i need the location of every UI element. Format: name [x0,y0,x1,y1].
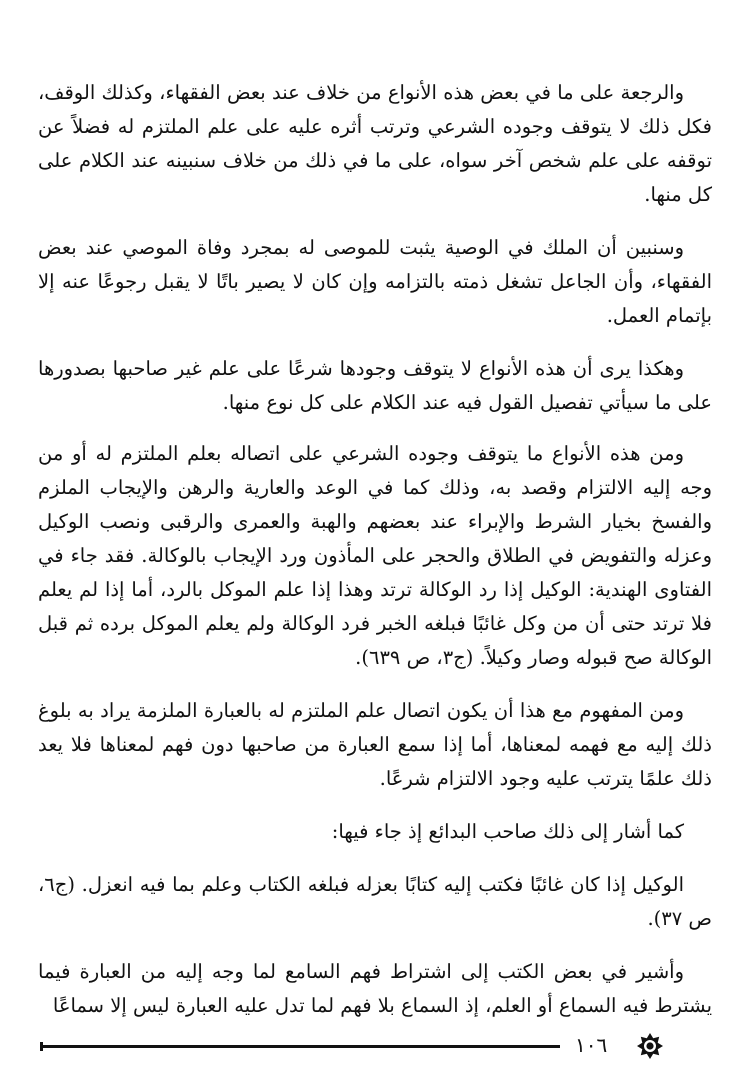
paragraph-6: كما أشار إلى ذلك صاحب البدائع إذ جاء فيها: [331,820,684,843]
page-footer [40,1031,712,1059]
paragraph-7-quote: الوكيل إذا كان غائبًا فكتب إليه كتابًا بعزله فبلغه الكتاب وعلم بما فيه انعزل. (ج٦، ص ٣٧). [38,873,712,930]
page-body [38,76,712,1042]
footer-rule-end [40,1042,43,1051]
paragraph-8: وأشير في بعض الكتب إلى اشتراط فهم السامع لما وجه إليه من العبارة فيما يشترط فيه السماع أو العلم، إذ السماع بلا فهم لما تدل عليه العبارة ليس إلا سماعًا [38,960,712,1017]
footer-rule [40,1045,560,1048]
paragraph-4: ومن هذه الأنواع ما يتوقف وجوده الشرعي على اتصاله بعلم الملتزم له أو من وجه إليه الالتزام وقصد به، وذلك كما في الوعد والعارية والرهن والإيجاب الملزم والفسخ بخيار الشرط والإبراء عند بعضهم والهبة والعمرى والرقبى ونصب الوكيل وعزله والتفويض في الطلاق والحجر على المأذون ورد الإيجاب بالوكالة. فقد جاء في الفتاوى الهندية: الوكيل إذا رد الوكالة ترتد وهذا إذا علم الموكل بالرد، أما إذا لم يعلم فلا ترتد حتى أن من وكل غائبًا فبلغه الخبر فرد الوكالة ولم يعلم الموكل برده ثم قبل الوكالة صح قبوله وصار وكيلاً. (ج٣، ص ٦٣٩). [38,442,712,669]
paragraph-1: والرجعة على ما في بعض هذه الأنواع من خلاف عند بعض الفقهاء، وكذلك الوقف، فكل ذلك لا يتوقف وجوده الشرعي وترتب أثره عليه على علم الملتزم له فضلاً عن توقفه على علم شخص آخر سواه، على ما في ذلك من خلاف سنبينه عند الكلام على كل منها. [38,81,712,206]
paragraph-2: وسنبين أن الملك في الوصية يثبت للموصى له بمجرد وفاة الموصي عند بعض الفقهاء، وأن الجاعل تشغل ذمته بالتزامه وإن كان لا يصير باتًا لا يقبل رجوعًا عنه إلا بإتمام العمل. [38,236,712,327]
paragraph-3: وهكذا يرى أن هذه الأنواع لا يتوقف وجودها شرعًا على علم غير صاحبها بصدورها على ما سيأتي تفصيل القول فيه عند الكلام على كل نوع منها. [38,357,712,414]
page-number: ١٠٦ [575,1033,608,1057]
paragraph-5: ومن المفهوم مع هذا أن يكون اتصال علم الملتزم له بالعبارة الملزمة يراد به بلوغ ذلك إليه مع فهمه لمعناها، أما إذا سمع العبارة من صاحبها دون فهم لمعناها فلا يعد ذلك علمًا يترتب عليه وجود الالتزام شرعًا. [38,699,712,790]
star-ornament-icon [636,1032,664,1060]
